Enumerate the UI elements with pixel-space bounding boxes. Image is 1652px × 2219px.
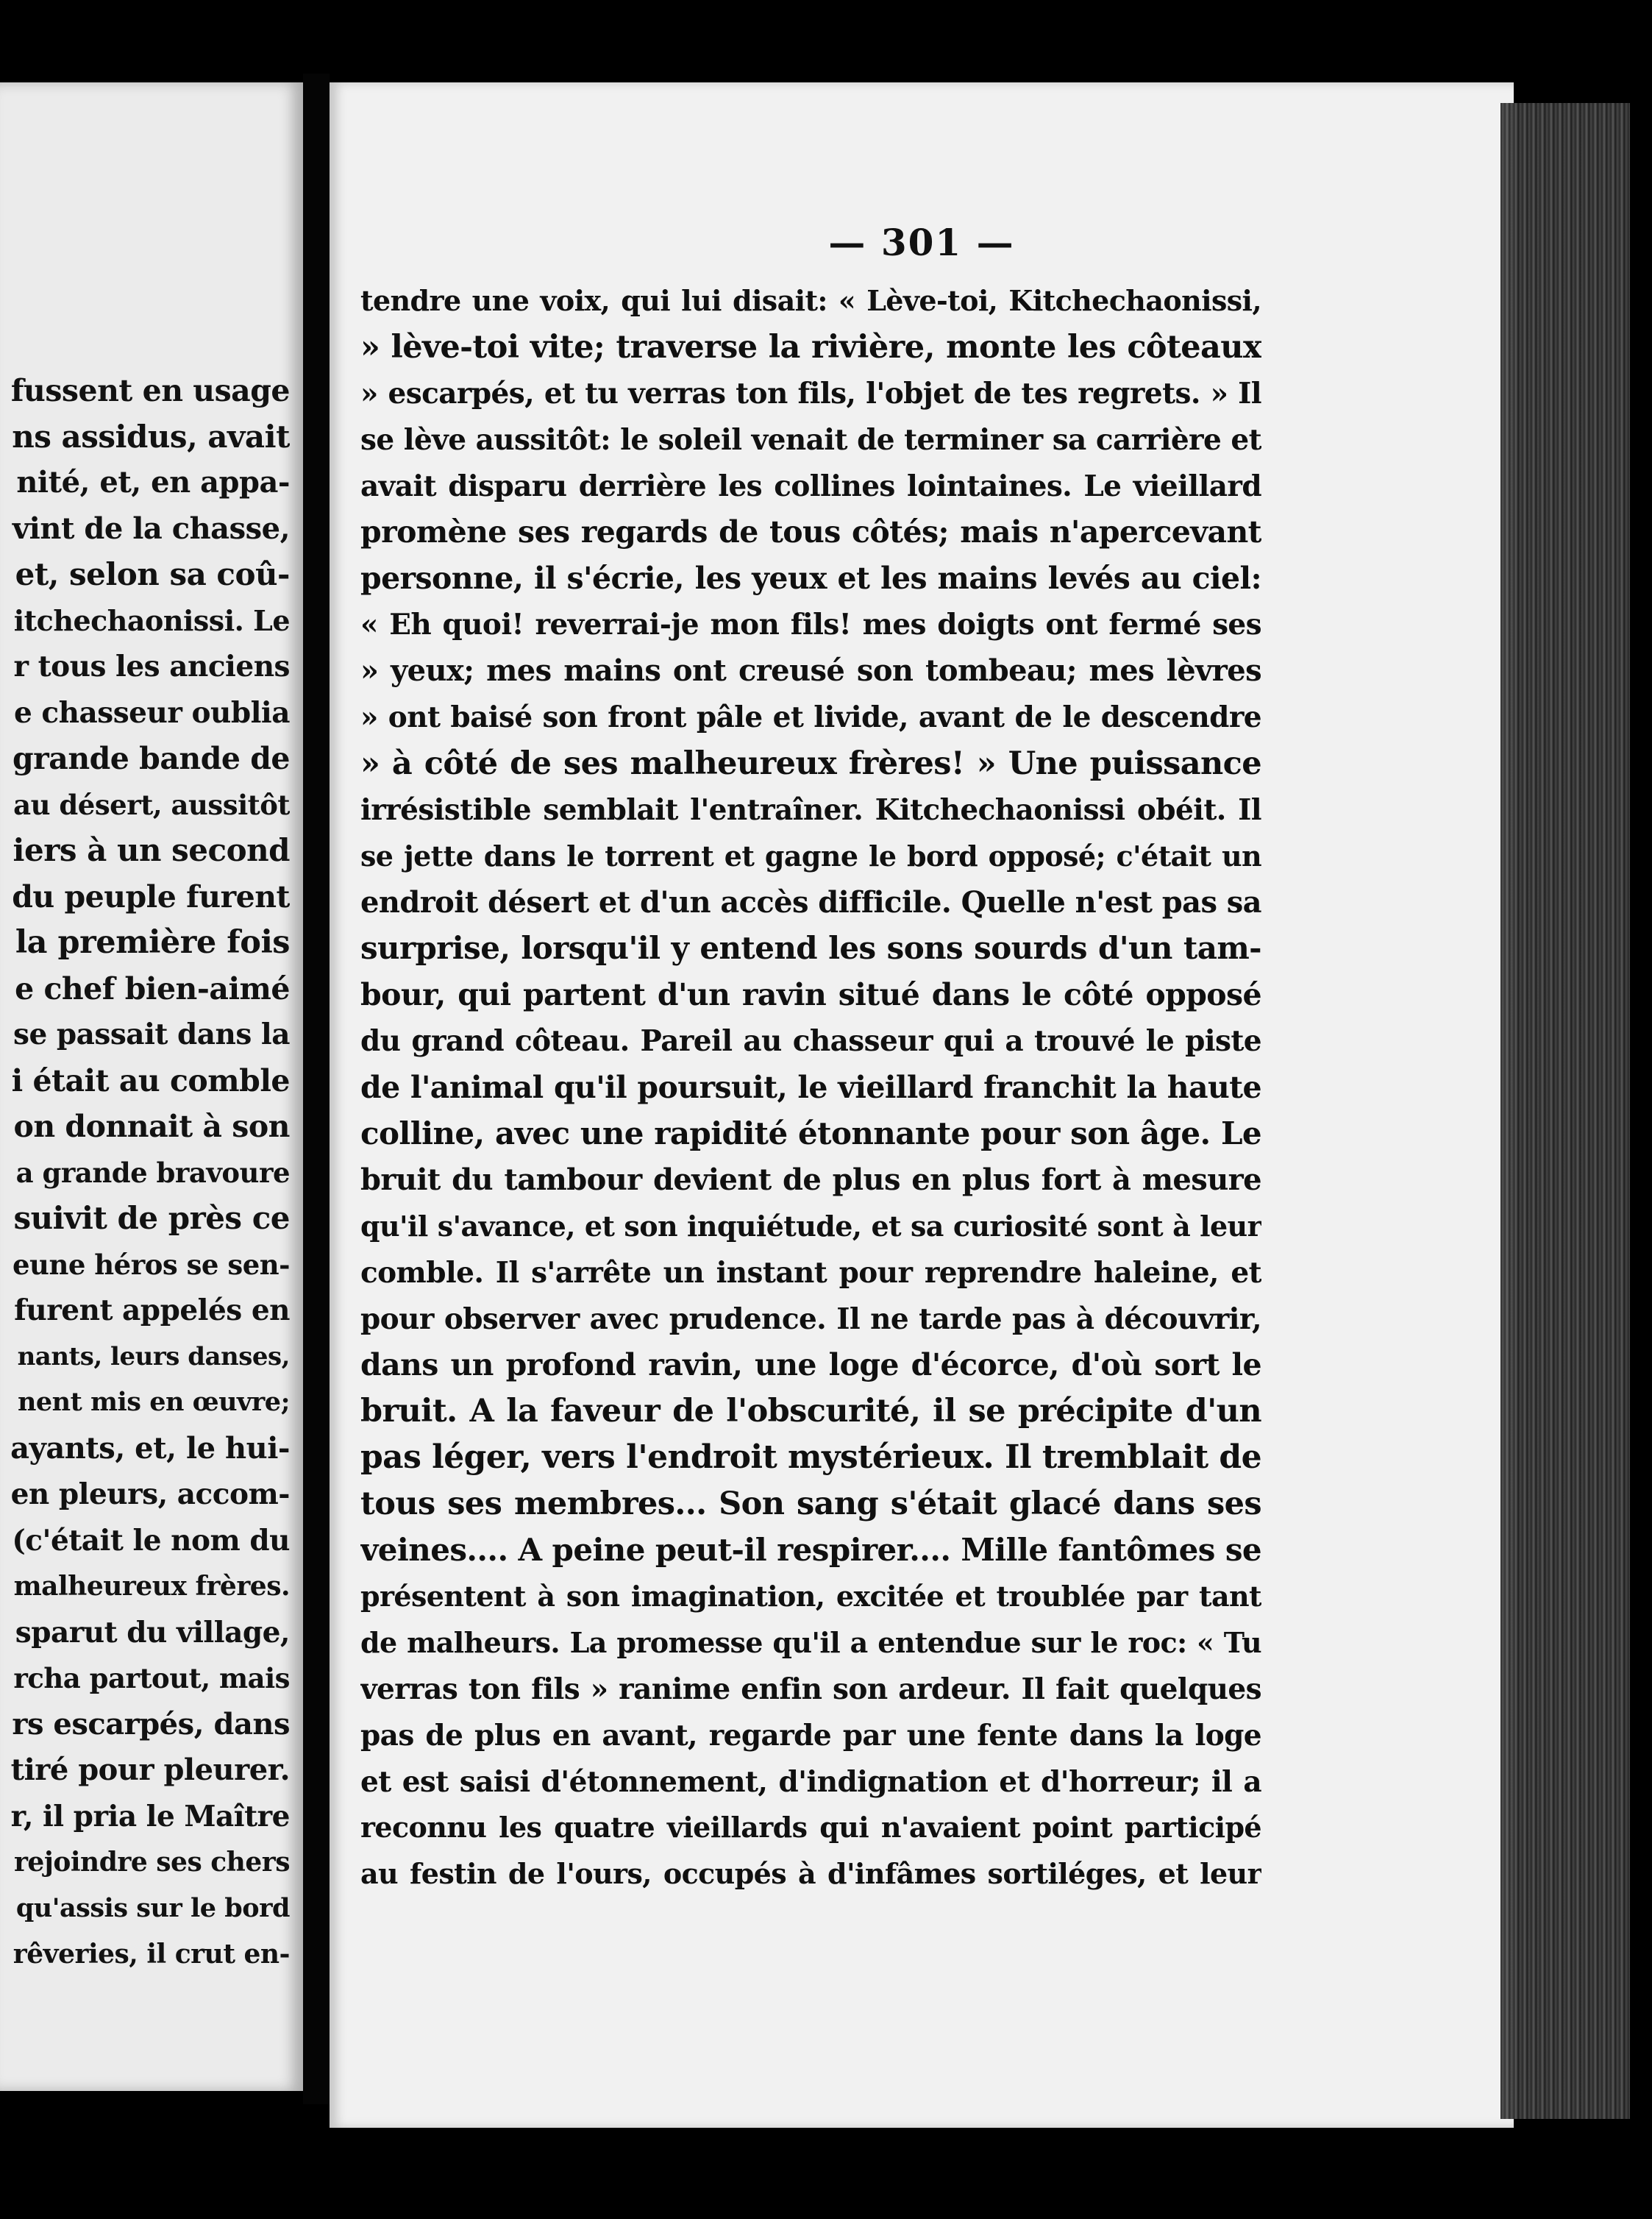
right-page-text: [360, 278, 1261, 1897]
text-line: personne, il s'écrie, les yeux et les mains levés au ciel:: [360, 561, 1261, 597]
text-line: itchechaonissi. Le: [13, 603, 290, 637]
page-number: — 301 —: [828, 221, 1015, 264]
text-line: irrésistible semblait l'entraîner. Kitchechaonissi obéit. Il: [360, 792, 1261, 827]
text-line: du peuple furent: [12, 878, 290, 915]
text-line: verras ton fils » ranime enfin son ardeur. Il fait quelques: [360, 1672, 1261, 1706]
text-line: i était au comble: [11, 1062, 290, 1098]
text-line: « Eh quoi! reverrai-je mon fils! mes doigts ont fermé ses: [360, 608, 1261, 642]
text-line: sparut du village,: [15, 1615, 290, 1650]
text-line: » ont baisé son front pâle et livide, avant de le descendre: [360, 700, 1261, 735]
text-line: malheureux frères.: [13, 1571, 290, 1602]
text-line: » escarpés, et tu verras ton fils, l'objet de tes regrets. » Il: [360, 376, 1261, 411]
text-line: en pleurs, accom-: [10, 1477, 290, 1511]
text-line: de malheurs. La promesse qu'il a entendue sur le roc: « Tu: [360, 1625, 1261, 1659]
text-line: r, il pria le Maître: [10, 1799, 290, 1833]
text-line: du grand côteau. Pareil au chasseur qui a trouvé le piste: [360, 1024, 1261, 1059]
text-line: colline, avec une rapidité étonnante pour son âge. Le: [360, 1115, 1261, 1152]
text-line: qu'il s'avance, et son inquiétude, et sa curiosité sont à leur: [360, 1209, 1261, 1243]
text-line: tiré pour pleurer.: [10, 1753, 290, 1787]
text-line: eune héros se sen-: [13, 1248, 290, 1281]
text-line: » lève-toi vite; traverse la rivière, monte les côteaux: [360, 328, 1261, 366]
text-line: rs escarpés, dans: [12, 1706, 290, 1742]
text-line: se passait dans la: [13, 1018, 290, 1051]
text-line: tendre une voix, qui lui disait: « Lève-toi, Kitchechaonissi,: [360, 284, 1261, 317]
text-line: pas léger, vers l'endroit mystérieux. Il tremblait de: [360, 1438, 1261, 1477]
text-line: et, selon sa coû-: [15, 556, 290, 592]
text-line: e chasseur oublia: [13, 695, 290, 730]
text-line: on donnait à son: [13, 1109, 290, 1144]
text-line: fussent en usage: [10, 373, 290, 408]
text-line: de l'animal qu'il poursuit, le vieillard franchit la haute: [360, 1070, 1261, 1106]
left-page-text: [10, 368, 290, 1978]
text-line: (c'était le nom du: [12, 1523, 290, 1558]
text-line: présentent à son imagination, excitée et troublée par tant: [360, 1579, 1261, 1613]
text-line: comble. Il s'arrête un instant pour reprendre haleine, et: [360, 1255, 1261, 1290]
text-line: nent mis en œuvre;: [17, 1387, 290, 1417]
text-line: furent appelés en: [14, 1293, 290, 1327]
text-line: se lève aussitôt: le soleil venait de terminer sa carrière et: [360, 422, 1261, 457]
text-line: ns assidus, avait: [12, 418, 290, 455]
text-line: suivit de près ce: [13, 1200, 290, 1236]
text-line: bour, qui partent d'un ravin situé dans le côté opposé: [360, 977, 1261, 1013]
text-line: rcha partout, mais: [13, 1662, 290, 1694]
text-line: iers à un second: [13, 832, 290, 868]
text-line: qu'assis sur le bord: [15, 1892, 290, 1923]
text-line: vint de la chasse,: [12, 511, 290, 546]
text-line: ayants, et, le hui-: [10, 1430, 290, 1466]
text-line: e chef bien-aimé: [15, 970, 290, 1006]
text-line: nité, et, en appa-: [16, 465, 290, 500]
text-line: a grande bravoure: [15, 1156, 290, 1189]
left-page: [0, 82, 303, 2091]
text-line: au désert, aussitôt: [13, 788, 290, 821]
text-line: reconnu les quatre vieillards qui n'avaient point participé: [360, 1811, 1261, 1845]
text-line: bruit du tambour devient de plus en plus fort à mesure: [360, 1162, 1261, 1197]
text-line: rêveries, il crut en-: [13, 1939, 290, 1970]
text-line: veines.... A peine peut-il respirer.... Mille fantômes se: [360, 1532, 1261, 1569]
text-line: tous ses membres... Son sang s'était glacé dans ses: [360, 1485, 1261, 1523]
text-line: » à côté de ses malheureux frères! » Une puissance: [360, 745, 1261, 782]
text-line: pas de plus en avant, regarde par une fente dans la loge: [360, 1718, 1261, 1753]
text-line: grande bande de: [13, 741, 290, 776]
text-line: avait disparu derrière les collines lointaines. Le vieillard: [360, 469, 1261, 503]
text-line: bruit. A la faveur de l'obscurité, il se précipite d'un: [360, 1393, 1261, 1430]
book-gutter: [303, 74, 330, 2104]
text-line: nants, leurs danses,: [17, 1341, 290, 1371]
text-line: endroit désert et d'un accès difficile. Quelle n'est pas sa: [360, 884, 1261, 920]
text-line: dans un profond ravin, une loge d'écorce, d'où sort le: [360, 1347, 1261, 1383]
text-line: au festin de l'ours, occupés à d'infâmes sortiléges, et leur: [360, 1857, 1261, 1891]
text-line: promène ses regards de tous côtés; mais n'apercevant: [360, 514, 1261, 550]
text-line: et est saisi d'étonnement, d'indignation et d'horreur; il a: [360, 1764, 1261, 1799]
text-line: la première fois: [15, 924, 290, 961]
text-line: surprise, lorsqu'il y entend les sons sourds d'un tam-: [360, 930, 1261, 967]
text-line: rejoindre ses chers: [13, 1847, 290, 1878]
text-line: r tous les anciens: [13, 650, 290, 684]
text-line: pour observer avec prudence. Il ne tarde pas à découvrir,: [360, 1302, 1261, 1336]
text-line: » yeux; mes mains ont creusé son tombeau; mes lèvres: [360, 653, 1261, 689]
text-line: se jette dans le torrent et gagne le bord opposé; c'était un: [360, 839, 1261, 873]
page-edges: [1500, 103, 1630, 2119]
